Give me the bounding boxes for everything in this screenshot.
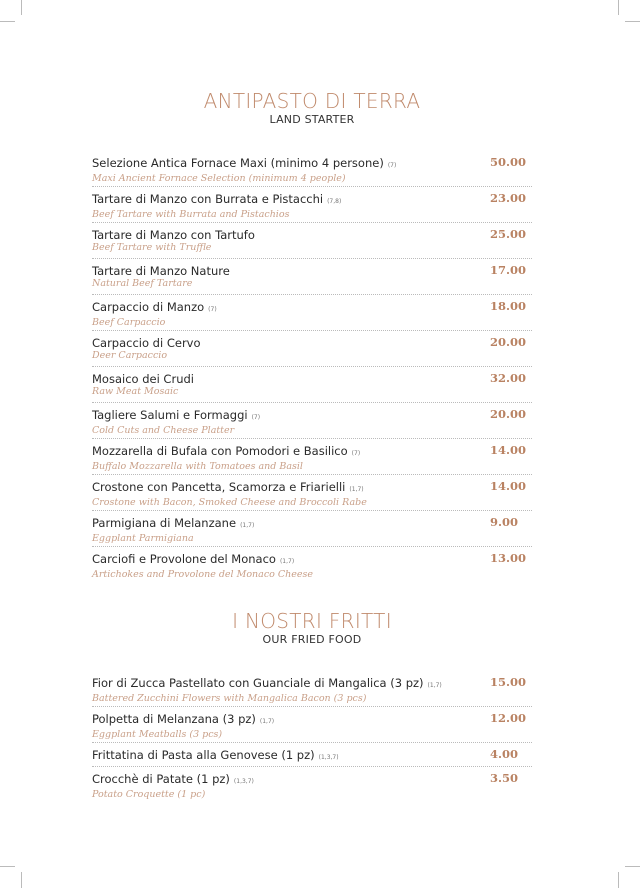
item-name: Parmigiana di Melanzane [92,516,237,530]
menu-item [92,475,532,511]
menu-item [92,295,532,331]
item-english-name: Potato Croquette (1 pc) [92,789,206,800]
menu-list [92,151,532,582]
item-english-name: Beef Tartare with Burrata and Pistachios [92,209,290,220]
item-name: Polpetta di Melanzana (3 pz) [92,712,256,726]
item-allergens: (7) [251,414,261,421]
item-price: 23.00 [490,191,527,205]
menu-item [92,671,532,707]
item-price: 25.00 [490,227,527,241]
item-name: Carciofi e Provolone del Monaco [92,552,276,566]
menu-item [92,707,532,743]
item-price: 18.00 [490,299,527,313]
item-allergens: (1,7) [349,486,364,493]
item-price: 14.00 [490,479,527,493]
item-allergens: (7) [351,450,361,457]
item-english-name: Beef Tartare with Truffle [92,242,212,253]
menu-item [92,259,532,295]
item-english-name: Eggplant Parmigiana [92,533,194,544]
menu-item [92,223,532,259]
item-price: 4.00 [490,747,519,761]
item-english-name: Eggplant Meatballs (3 pcs) [92,729,223,740]
item-price: 3.50 [490,771,519,785]
item-allergens: (7) [208,306,217,313]
item-name: Tartare di Manzo Nature [92,264,230,278]
item-english-name: Artichokes and Provolone del Monaco Cheese [92,569,314,580]
section-fritti [92,609,532,802]
menu-item [92,151,532,187]
item-allergens: (1,7) [240,522,255,529]
section-title: ANTIPASTO DI TERRA [203,89,421,113]
item-allergens: (1,7) [427,682,442,689]
item-allergens: (7,8) [327,198,342,205]
item-english-name: Beef Carpaccio [92,317,166,328]
item-price: 12.00 [490,711,527,725]
crop-mark [618,0,619,15]
crop-mark [21,0,22,15]
item-name: Tartare di Manzo con Burrata e Pistacchi [92,192,324,206]
item-name: Mosaico dei Crudi [92,372,194,386]
crop-mark [21,872,22,888]
item-english-name: Buffalo Mozzarella with Tomatoes and Basil [92,461,303,472]
item-price: 15.00 [490,675,527,689]
menu-list [92,671,532,802]
item-allergens: (1,7) [279,558,295,565]
item-english-name: Deer Carpaccio [92,350,168,361]
item-price: 20.00 [490,407,527,421]
item-price: 50.00 [490,155,527,169]
menu-item [92,511,532,547]
crop-mark [0,21,15,22]
item-name: Frittatina di Pasta alla Genovese (1 pz) [92,748,315,762]
item-name: Crocchè di Patate (1 pz) [92,772,230,786]
item-price: 32.00 [490,371,527,385]
item-name: Selezione Antica Fornace Maxi (minimo 4 persone) [92,156,384,170]
menu-item [92,403,532,439]
menu-item [92,439,532,475]
item-allergens: (1,3,7) [233,778,254,785]
menu-item [92,767,532,802]
section-subtitle: LAND STARTER [269,113,355,126]
section-subtitle: OUR FRIED FOOD [262,633,362,646]
item-english-name: Crostone with Bacon, Smoked Cheese and Broccoli Rabe [92,497,367,508]
crop-mark [625,866,640,867]
item-english-name: Maxi Ancient Fornace Selection (minimum 4 people) [92,173,346,184]
item-price: 20.00 [490,335,527,349]
menu-item [92,547,532,582]
item-allergens: (1,7) [259,718,275,725]
item-price: 17.00 [490,263,527,277]
crop-mark [625,21,640,22]
item-name: Carpaccio di Manzo [92,300,205,314]
item-english-name: Battered Zucchini Flowers with Mangalica Bacon (3 pcs) [92,693,367,704]
item-name: Tartare di Manzo con Tartufo [92,228,255,242]
item-english-name: Natural Beef Tartare [92,278,193,289]
crop-mark [618,872,619,888]
menu-item [92,331,532,367]
item-price: 13.00 [490,551,527,565]
item-name: Crostone con Pancetta, Scamorza e Friarielli [92,480,346,494]
item-allergens: (1,3,7) [318,754,339,761]
item-price: 9.00 [490,515,519,529]
menu-item [92,367,532,403]
item-name: Tagliere Salumi e Formaggi [92,408,248,422]
section-antipasto [92,89,532,582]
crop-mark [0,866,15,867]
item-name: Fior di Zucca Pastellato con Guanciale di Mangalica (3 pz) [92,676,424,690]
menu-item [92,743,532,767]
menu-item [92,187,532,223]
item-english-name: Raw Meat Mosaic [92,386,179,397]
item-name: Carpaccio di Cervo [92,336,201,350]
item-english-name: Cold Cuts and Cheese Platter [92,425,235,436]
item-allergens: (7) [387,162,397,169]
section-title: I NOSTRI FRITTI [232,609,392,633]
item-name: Mozzarella di Bufala con Pomodori e Basilico [92,444,348,458]
item-price: 14.00 [490,443,527,457]
